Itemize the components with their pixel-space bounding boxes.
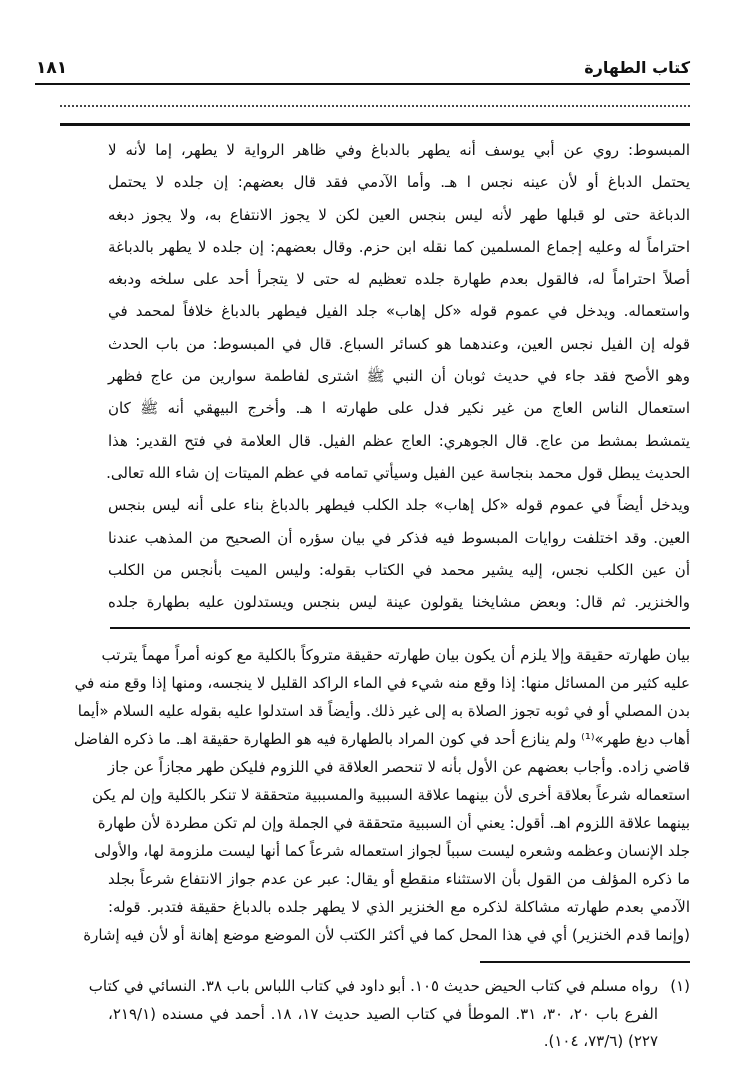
text-line: احتراماً له وعليه إجماع المسلمين كما نقله ابن حزم. وقال بعضهم: إن جلده لا يطهر بالدباغة (108, 237, 690, 256)
text-line: العين. وقد اختلفت روايات المبسوط فيه فذكر في بيان سؤره أن الصحيح من المذهب عندنا (108, 528, 690, 547)
commentary-line: قاضي زاده. وأجاب بعضهم عن الأول بأنه لا تنحصر العلاقة في اللزوم فليكن طهر مجازاً عن جاز (107, 758, 690, 776)
footnote-divider (480, 961, 690, 963)
footnote-row (108, 1028, 690, 1056)
text-line: يحتمل الدباغ أو لأن عينه نجس ا هـ. وأما الآدمي فقد قال بعضهم: إن جلده لا يحتمل (108, 173, 690, 192)
commentary-line: بدن المصلي أو في ثوبه تجوز الصلاة به إلى غير ذلك. وأيضاً قد استدلوا عليه بقوله عليه السلام «أيما (77, 702, 690, 720)
text-line: وهو الأصح فقد جاء في حديث ثوبان أن النبي ﷺ اشترى لفاطمة سوارين من عاج فظهر (108, 367, 690, 386)
main-text-block (108, 134, 690, 618)
dotted-divider (60, 105, 690, 107)
commentary-line: الآدمي بعدم طهارته مشاكلة لذكره مع الخنزير الذي لا يطهر جلده بالدباغ حقيقة فتدبر. قوله: (108, 898, 690, 916)
commentary-line: أهاب دبغ طهر»⁽¹⁾ ولم ينازع أحد في كون المراد بالطهارة فيه هو الطهارة حقيقة اهـ. ما ذكره الفاضل (73, 730, 690, 748)
commentary-line: بينهما علاقة اللزوم اهـ. أقول: يعني أن السببية متحققة في الجملة وإن لم تكن مطردة لأن طهارة (97, 814, 690, 832)
footnote-line: الفرع باب ٢٠، ٣٠، ٣١. الموطأ في كتاب الصيد حديث ١٧، ١٨. أحمد في مسنده (٢١٩/١، (108, 1004, 658, 1023)
text-line: والخنزير. ثم قال: وبعض مشايخنا يقولون عينة ليس بنجس ويستدلون عليه بطهارة جلده (108, 593, 690, 612)
page-number: ١٨١ (36, 58, 68, 78)
text-line: يتمشط بمشط من عاج. قال الجوهري: العاج عظم الفيل. قال العلامة في فتح القدير: هذا (108, 431, 690, 450)
running-head: كتاب الطهارة (584, 58, 690, 77)
text-line: قوله إن الفيل نجس العين، وعندهما هو كسائر السباع. قال في المبسوط: من باب الحدث (108, 334, 690, 353)
commentary-line: (وإنما قدم الخنزير) أي في هذا المحل كما في أكثر الكتب لأن الموضع موضع إهانة أو لأن فيه إشارة (83, 926, 690, 944)
text-line: الدباغة حتى لو قبلها طهر لأنه ليس بنجس العين لكن لا يجوز الانتفاع به، ولا يجوز دبغه (108, 205, 690, 224)
footnote-row (108, 1001, 690, 1029)
text-line: المبسوط: روي عن أبي يوسف أنه يطهر بالدباغ وفي ظاهر الرواية لا يطهر، إما لأنه لا (108, 141, 690, 159)
footnote-row (88, 973, 690, 1001)
text-line: أصلاً احتراماً له، فالقول بعدم طهارة جلده تعظيم له حتى لا يتجرأ أحد على سلخه ودبغه (108, 270, 690, 289)
text-line: أن عين الكلب نجس، إليه يشير محمد في الكتاب بقوله: وليس الميت بأنجس من الكلب (108, 560, 690, 579)
commentary-divider (110, 627, 690, 629)
commentary-text-block (73, 641, 690, 949)
commentary-line: بيان طهارته حقيقة وإلا يلزم أن يكون بيان طهارته حقيقة متروكاً بالكلية مع كونه أمراً مهماً يترتب (101, 646, 690, 664)
commentary-line: استعماله شرعاً بعلاقة أخرى لأن بينهما علاقة السببية والمسببية متحققة لا تنكر بالكلية وإن لم يكن (91, 786, 690, 804)
footnote-marker: (١) (670, 977, 690, 995)
text-line: ويدخل أيضاً في عموم قوله «كل إهاب» جلد الكلب فيطهر بالدباغ بناء على أنه ليس بنجس (108, 496, 690, 515)
footnote-line: رواه مسلم في كتاب الحيض حديث ١٠٥. أبو داود في كتاب اللباس باب ٣٨. النسائي في كتاب (88, 977, 658, 995)
commentary-line: جلد الإنسان وعظمه وشعره ليست سبباً لجواز استعماله شرعاً كما أنها ليست ملزومة لها، والأولى (94, 842, 690, 860)
commentary-line: عليه كثير من المسائل منها: إذا وقع منه شيء في الماء الراكد القليل لا ينجسه، ومنها إذا وقع منه في (74, 674, 690, 692)
text-line: استعمال الناس العاج من غير نكير فدل على طهارته ا هـ. وأخرج البيهقي أنه ﷺ كان (108, 399, 690, 418)
text-line: الحديث يبطل قول محمد بنجاسة عين الفيل وسيأتي تمامه في عظم الميتات إن شاء الله تعالى. (106, 463, 690, 482)
section-divider (60, 123, 690, 126)
footnotes (88, 973, 690, 1056)
text-line: واستعماله. ويدخل في عموم قوله «كل إهاب» جلد الفيل فيطهر بالدباغ خلافاً لمحمد في (108, 302, 690, 321)
commentary-line: ما ذكره المؤلف من القول بأن الاستثناء منقطع أو يقال: عبر عن عدم جواز الانتفاع شرعاً بجلد (108, 870, 690, 888)
header-divider (35, 83, 690, 85)
footnote-line: ٢٢٧) (٧٣/٦، ١٠٤). (543, 1032, 658, 1050)
